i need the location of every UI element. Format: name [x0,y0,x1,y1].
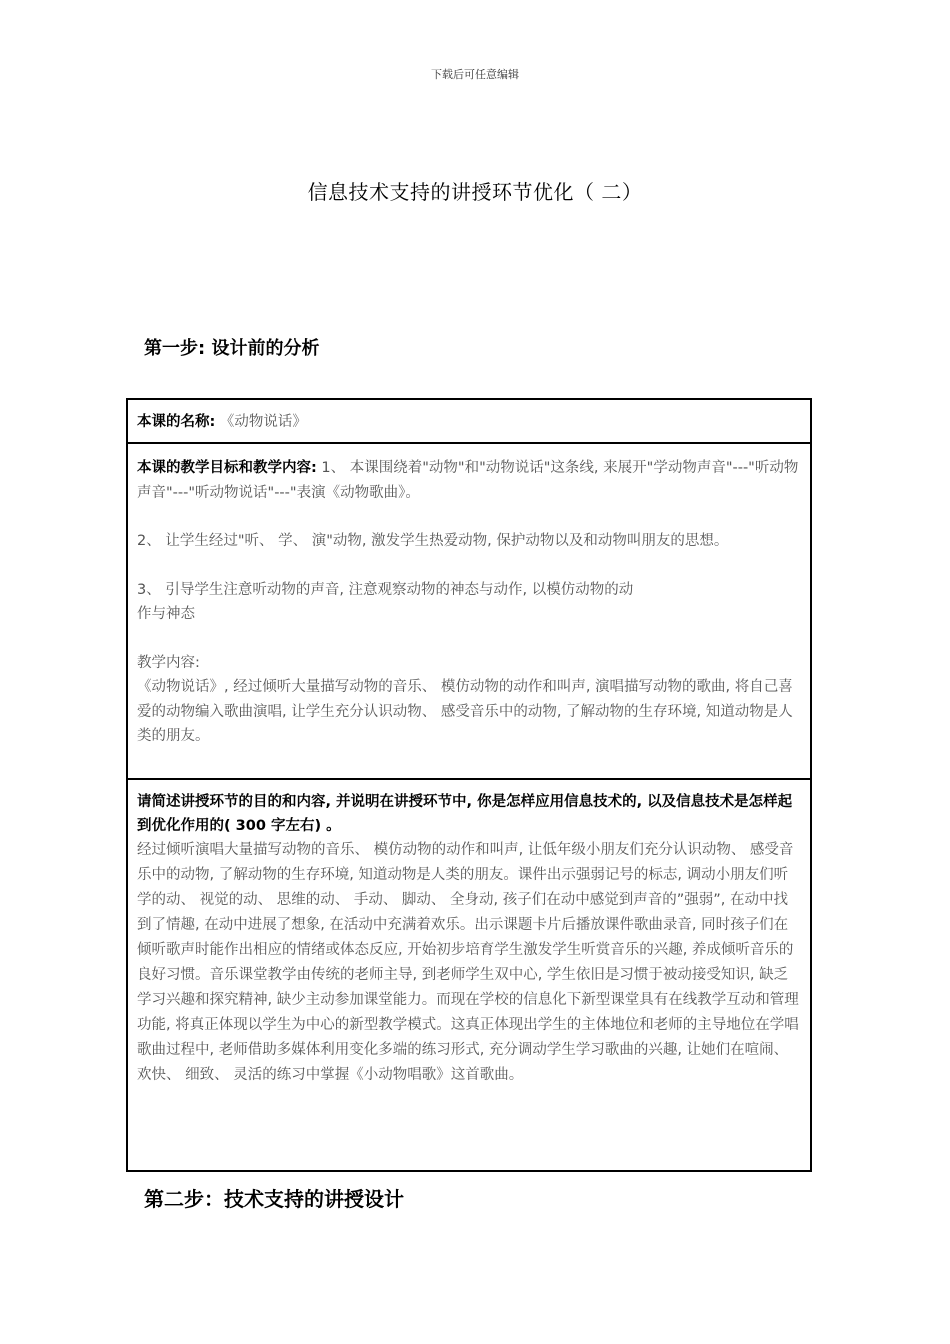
objective-item-1-text: 1、 本课围绕着"动物"和"动物说话"这条线, 来展开"学动物声音"---"听动物声音"---"听动物说话"---"表演《动物歌曲》。 [137,460,799,501]
step2-heading: 第二步：技术支持的讲授设计 [144,1187,404,1211]
objectives-label: 本课的教学目标和教学内容: [137,460,317,476]
objective-item-3-line2: 作与神态 [137,606,195,622]
objective-item-1 [137,456,802,505]
lesson-name-cell [128,400,810,444]
question-cell [128,780,810,1170]
lesson-name-label: 本课的名称: [137,414,216,430]
objective-item-2: 2、 让学生经过"听、 学、 演"动物, 激发学生热爱动物, 保护动物以及和动物叫朋友的思想。 [137,533,729,549]
step1-heading: 第一步: 设计前的分析 [144,338,320,359]
lesson-name-value: 《动物说话》 [219,414,307,430]
question-answer: 经过倾听演唱大量描写动物的音乐、 模仿动物的动作和叫声, 让低年级小朋友们充分认识动物、 感受音乐中的动物, 了解动物的生存环境, 知道动物是人类的朋友。课件出示强弱记号的标志, 调动小朋友们听学的动、 视觉的动、 思维的动、 手动、 脚动、 全身动, 孩子们在动中感觉到声音的”强弱”, 在动中找到了情趣, 在动中进展了想象, 在活动中充满着欢乐。出示课题卡片后播放课件歌曲录音, 同时孩子们在倾听歌声时能作出相应的情绪或体态反应, 开始初步培育学生激发学生听赏音乐的兴趣, 养成倾听音乐的良好习惯。音乐课堂教学由传统的老师主导, 到老师学生双中心, 学生依旧是习惯于被动接受知识, 缺乏学习兴趣和探究精神, 缺少主动参加课堂能力。而现在学校的信息化下新型课堂具有在线教学互动和管理功能, 将真正体现以学生为中心的新型教学模式。这真正体现出学生的主体地位和老师的主导地位在学唱歌曲过程中, 老师借助多媒体利用变化多端的练习形式, 充分调动学生学习歌曲的兴趣, 让她们在喧闹、 欢快、 细致、 灵活的练习中掌握《小动物唱歌》这首歌曲。 [137,842,799,1083]
objectives-cell [128,444,810,780]
document-title: 信息技术支持的讲授环节优化（ 二） [307,180,643,204]
header-note: 下载后可任意编辑 [431,68,519,81]
objective-item-3-line1: 3、 引导学生注意听动物的声音, 注意观察动物的神态与动作, 以模仿动物的动 [137,581,634,598]
teaching-content-text: 《动物说话》, 经过倾听大量描写动物的音乐、 模仿动物的动作和叫声, 演唱描写动物的歌曲, 将自己喜爱的动物编入歌曲演唱, 让学生充分认识动物、 感受音乐中的动物, 了解动物的生存环境, 知道动物是人类的朋友。 [137,679,793,744]
analysis-table [126,398,812,1172]
teaching-content-label: 教学内容: [137,654,200,671]
question-label: 请简述讲授环节的目的和内容, 并说明在讲授环节中, 你是怎样应用信息技术的, 以及信息技术是怎样起到优化作用的( 300 字左右) 。 [137,794,793,834]
